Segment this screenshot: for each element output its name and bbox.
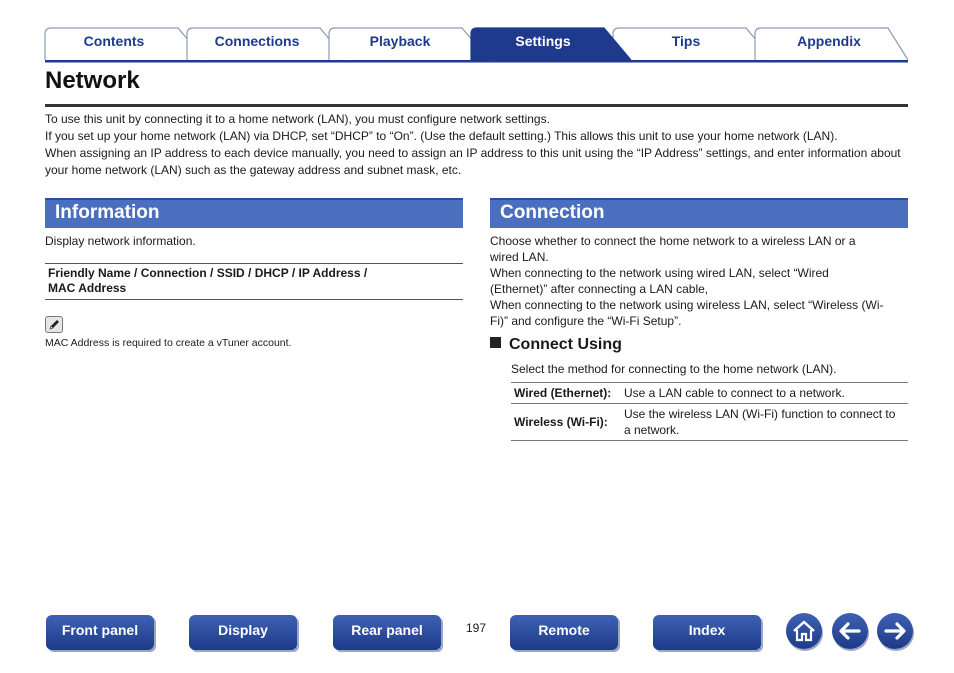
page-title: Network	[45, 67, 140, 94]
table-row	[511, 383, 908, 404]
arrow-left-icon[interactable]	[832, 613, 868, 649]
remote-button[interactable]: Remote	[510, 615, 618, 650]
option-value: Use the wireless LAN (Wi-Fi) function to connect to a network.	[621, 404, 908, 441]
pencil-icon	[45, 316, 63, 333]
information-desc: Display network information.	[45, 234, 196, 248]
connection-heading: Connection	[490, 198, 908, 228]
intro-paragraph: When assigning an IP address to each device manually, you need to assign an IP address to this unit using the “IP Address” settings, and enter information about your home network (LAN) such as the gateway address and subnet mask, etc.	[45, 146, 901, 177]
display-button[interactable]: Display	[189, 615, 297, 650]
tab-connections[interactable]: Connections	[214, 33, 300, 49]
option-value: Use a LAN cable to connect to a network.	[621, 383, 908, 404]
connection-desc-line: When connecting to the network using wireless LAN, select “Wireless (Wi-	[490, 298, 884, 312]
home-icon[interactable]	[786, 613, 822, 649]
intro-paragraph: To use this unit by connecting it to a home network (LAN), you must configure network settings.	[45, 112, 550, 126]
connection-desc-line: Fi)” and configure the “Wi-Fi Setup”.	[490, 314, 682, 328]
intro-text	[45, 111, 908, 179]
connection-desc-line: (Ethernet)” after connecting a LAN cable,	[490, 282, 709, 296]
tab-tips[interactable]: Tips	[671, 33, 701, 49]
table-row	[511, 404, 908, 441]
connection-desc-line: Choose whether to connect the home network to a wireless LAN or a	[490, 234, 856, 248]
page-number: 197	[466, 621, 487, 635]
index-button[interactable]: Index	[653, 615, 761, 650]
tab-playback[interactable]: Playback	[369, 33, 431, 49]
intro-paragraph: If you set up your home network (LAN) via DHCP, set “DHCP” to “On”. (Use the default setting.) This allows this unit to use your home network (LAN).	[45, 129, 838, 143]
connect-using-title: Connect Using	[509, 336, 622, 353]
tab-appendix[interactable]: Appendix	[797, 33, 861, 49]
title-divider	[45, 104, 908, 107]
square-bullet-icon	[490, 337, 501, 348]
information-items-line: Friendly Name / Connection / SSID / DHCP / IP Address /	[48, 266, 368, 280]
tab-bar	[0, 0, 954, 64]
tab-contents[interactable]: Contents	[83, 33, 145, 49]
connect-using-desc: Select the method for connecting to the home network (LAN).	[511, 362, 837, 376]
information-heading: Information	[45, 198, 463, 228]
connect-using-heading	[490, 336, 622, 354]
connection-desc-line: When connecting to the network using wired LAN, select “Wired	[490, 266, 829, 280]
information-items-box	[45, 263, 463, 300]
information-note: MAC Address is required to create a vTuner account.	[45, 337, 292, 349]
option-key: Wired (Ethernet):	[511, 383, 621, 404]
option-key: Wireless (Wi-Fi):	[511, 404, 621, 441]
front-panel-button[interactable]: Front panel	[46, 615, 154, 650]
connect-using-table	[511, 382, 908, 441]
connection-desc-line: wired LAN.	[490, 250, 549, 264]
arrow-right-icon[interactable]	[877, 613, 913, 649]
connection-desc	[490, 233, 910, 329]
information-items-line: MAC Address	[48, 281, 127, 295]
rear-panel-button[interactable]: Rear panel	[333, 615, 441, 650]
tab-settings[interactable]: Settings	[515, 33, 571, 49]
